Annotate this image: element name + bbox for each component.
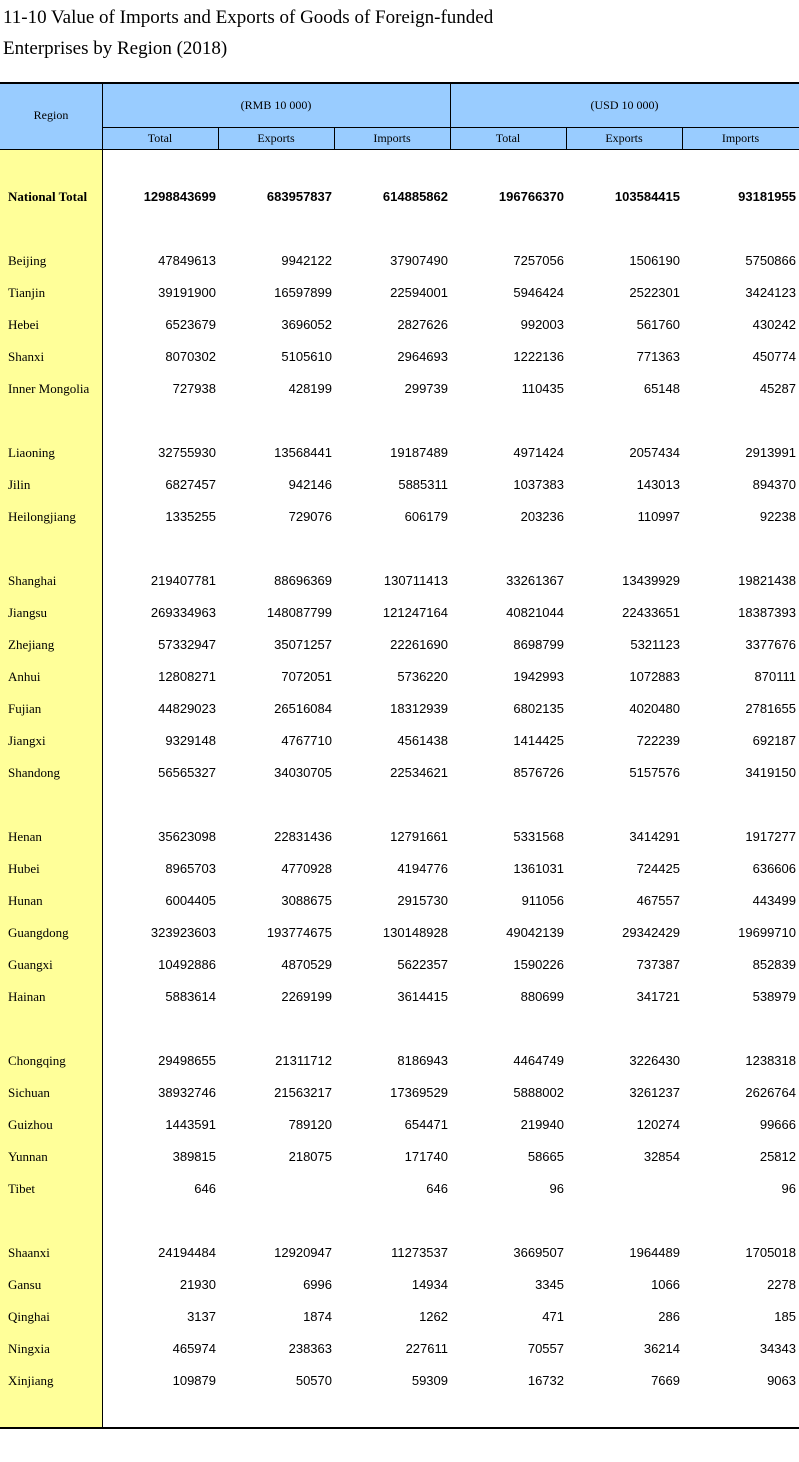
rmb-total: 1298843699	[143, 189, 216, 204]
table-row	[0, 636, 799, 654]
top-rule	[0, 82, 799, 84]
table-row	[0, 1372, 799, 1390]
usd-total: 1590226	[513, 957, 564, 972]
usd-total: 1361031	[513, 861, 564, 876]
usd-total: 3669507	[513, 1245, 564, 1260]
table-row	[0, 284, 799, 302]
usd-total: 4464749	[513, 1053, 564, 1068]
rmb-imports: 17369529	[390, 1085, 448, 1100]
rmb-exports: 4767710	[281, 733, 332, 748]
usd-exports: 286	[658, 1309, 680, 1324]
table-row	[0, 1116, 799, 1134]
rmb-total: 8070302	[165, 349, 216, 364]
rmb-total: 9329148	[165, 733, 216, 748]
header-usd-exports: Exports	[605, 131, 643, 145]
rmb-total: 646	[194, 1181, 216, 1196]
rmb-imports: 22261690	[390, 637, 448, 652]
rmb-exports: 50570	[295, 1373, 332, 1388]
header-rmb-total: Total	[147, 131, 173, 145]
rmb-total: 8965703	[165, 861, 216, 876]
row-region: National Total	[8, 189, 88, 204]
row-region: Jiangsu	[8, 605, 47, 620]
header-group-usd: (USD 10 000)	[590, 98, 659, 112]
table-row	[0, 572, 799, 590]
row-region: Yunnan	[8, 1149, 48, 1164]
table-row	[0, 828, 799, 846]
row-region: Gansu	[8, 1277, 42, 1292]
usd-imports: 2913991	[745, 445, 796, 460]
rmb-exports: 22831436	[274, 829, 332, 844]
rmb-exports: 16597899	[274, 285, 332, 300]
rmb-total: 10492886	[158, 957, 216, 972]
rmb-total: 29498655	[158, 1053, 216, 1068]
header-region: Region	[33, 108, 69, 122]
table-row	[0, 988, 799, 1006]
rmb-exports: 193774675	[266, 925, 332, 940]
rmb-imports: 227611	[405, 1341, 448, 1356]
rmb-exports: 6996	[303, 1277, 332, 1292]
usd-exports: 2522301	[629, 285, 680, 300]
usd-imports: 894370	[752, 477, 796, 492]
row-region: Guangxi	[8, 957, 53, 972]
table-row	[0, 764, 799, 782]
usd-total: 1222136	[513, 349, 564, 364]
table-row	[0, 924, 799, 942]
usd-exports: 13439929	[622, 573, 680, 588]
table-row	[0, 380, 799, 398]
usd-exports: 5157576	[629, 765, 680, 780]
table-row	[0, 316, 799, 334]
rmb-total: 56565327	[158, 765, 216, 780]
usd-total: 8576726	[513, 765, 564, 780]
usd-imports: 92238	[759, 509, 796, 524]
usd-imports: 185	[774, 1309, 796, 1324]
rmb-imports: 14934	[411, 1277, 448, 1292]
region-column-band	[0, 149, 103, 1427]
row-region: Xinjiang	[8, 1373, 54, 1388]
usd-imports: 443499	[752, 893, 796, 908]
rmb-exports: 4770928	[281, 861, 332, 876]
usd-exports: 771363	[636, 349, 680, 364]
row-region: Heilongjiang	[8, 509, 76, 524]
rmb-imports: 22594001	[390, 285, 448, 300]
rmb-exports: 942146	[288, 477, 332, 492]
rmb-exports: 683957837	[266, 189, 332, 204]
usd-imports: 870111	[754, 669, 796, 684]
rmb-total: 47849613	[158, 253, 216, 268]
rmb-exports: 789120	[288, 1117, 332, 1132]
title-line-1: 11-10 Value of Imports and Exports of Goods of Foreign-funded	[3, 7, 494, 28]
usd-total: 911056	[521, 893, 564, 908]
rmb-imports: 5885311	[398, 477, 448, 492]
rmb-total: 1443591	[165, 1117, 216, 1132]
row-region: Ningxia	[8, 1341, 50, 1356]
table-row	[0, 252, 799, 270]
rmb-total: 32755930	[158, 445, 216, 460]
usd-imports: 93181955	[738, 189, 796, 204]
usd-exports: 103584415	[614, 189, 680, 204]
rmb-imports: 4194776	[397, 861, 448, 876]
row-region: Shanghai	[8, 573, 57, 588]
rmb-exports: 1874	[303, 1309, 332, 1324]
rmb-imports: 37907490	[390, 253, 448, 268]
rmb-exports: 238363	[288, 1341, 332, 1356]
usd-exports: 120274	[636, 1117, 680, 1132]
usd-imports: 852839	[752, 957, 796, 972]
table-row	[0, 348, 799, 366]
rmb-exports: 21563217	[274, 1085, 332, 1100]
rmb-exports: 148087799	[266, 605, 332, 620]
table-row	[0, 700, 799, 718]
usd-imports: 19821438	[738, 573, 796, 588]
usd-exports: 3414291	[629, 829, 680, 844]
rmb-total: 12808271	[158, 669, 216, 684]
usd-total: 219940	[520, 1117, 564, 1132]
usd-exports: 737387	[636, 957, 680, 972]
rmb-imports: 130148928	[382, 925, 448, 940]
title-line-2: Enterprises by Region (2018)	[3, 38, 228, 59]
table-row	[0, 1276, 799, 1294]
row-region: Inner Mongolia	[8, 381, 90, 396]
table-row	[0, 668, 799, 686]
usd-imports: 1238318	[745, 1053, 796, 1068]
usd-imports: 538979	[752, 989, 796, 1004]
usd-imports: 18387393	[738, 605, 796, 620]
usd-total: 880699	[520, 989, 564, 1004]
usd-imports: 5750866	[745, 253, 796, 268]
usd-imports: 1705018	[745, 1245, 796, 1260]
row-region: Beijing	[8, 253, 47, 268]
usd-exports: 4020480	[629, 701, 680, 716]
usd-exports: 1964489	[629, 1245, 680, 1260]
usd-exports: 341721	[636, 989, 680, 1004]
rmb-total: 38932746	[158, 1085, 216, 1100]
rmb-exports: 26516084	[274, 701, 332, 716]
usd-total: 110435	[521, 381, 564, 396]
rmb-imports: 5736220	[397, 669, 448, 684]
rmb-total: 6827457	[165, 477, 216, 492]
rmb-total: 219407781	[150, 573, 216, 588]
rmb-exports: 2269199	[281, 989, 332, 1004]
rmb-imports: 12791661	[390, 829, 448, 844]
rmb-imports: 121247164	[382, 605, 448, 620]
rmb-total: 465974	[172, 1341, 216, 1356]
rmb-imports: 654471	[404, 1117, 448, 1132]
rmb-exports: 9942122	[281, 253, 332, 268]
usd-total: 40821044	[506, 605, 564, 620]
header-rmb-imports: Imports	[373, 131, 411, 145]
row-region: Jilin	[8, 477, 31, 492]
usd-total: 7257056	[513, 253, 564, 268]
row-region: Guangdong	[8, 925, 69, 940]
table-title	[3, 2, 793, 64]
usd-total: 33261367	[506, 573, 564, 588]
rmb-imports: 4561438	[397, 733, 448, 748]
usd-exports: 32854	[643, 1149, 680, 1164]
header-rmb-exports: Exports	[257, 131, 295, 145]
row-region: Henan	[8, 829, 42, 844]
usd-imports: 636606	[752, 861, 796, 876]
usd-exports: 143013	[636, 477, 680, 492]
usd-exports: 722239	[636, 733, 680, 748]
table-row	[0, 508, 799, 526]
rmb-imports: 5622357	[397, 957, 448, 972]
rmb-exports: 729076	[288, 509, 332, 524]
usd-imports: 99666	[759, 1117, 796, 1132]
usd-total: 5888002	[513, 1085, 564, 1100]
usd-imports: 96	[781, 1181, 796, 1196]
table-row	[0, 1180, 799, 1198]
usd-exports: 2057434	[629, 445, 680, 460]
usd-total: 8698799	[513, 637, 564, 652]
usd-exports: 36214	[643, 1341, 680, 1356]
row-region: Tibet	[8, 1181, 35, 1196]
table-row	[0, 1052, 799, 1070]
usd-exports: 110997	[637, 509, 680, 524]
table-row	[0, 860, 799, 878]
usd-total: 471	[542, 1309, 564, 1324]
usd-total: 70557	[527, 1341, 564, 1356]
header-usd-imports: Imports	[721, 131, 760, 145]
table-row	[0, 1148, 799, 1166]
usd-exports: 724425	[636, 861, 680, 876]
rmb-exports: 4870529	[281, 957, 332, 972]
table-row	[0, 1084, 799, 1102]
rmb-imports: 2827626	[397, 317, 448, 332]
table-row	[0, 1340, 799, 1358]
row-region: Chongqing	[8, 1053, 66, 1068]
usd-exports: 29342429	[622, 925, 680, 940]
usd-total: 58665	[527, 1149, 564, 1164]
usd-total: 16732	[527, 1373, 564, 1388]
rmb-total: 57332947	[158, 637, 216, 652]
usd-imports: 2781655	[745, 701, 796, 716]
table-row	[0, 1308, 799, 1326]
usd-exports: 3226430	[629, 1053, 680, 1068]
rmb-total: 6523679	[165, 317, 216, 332]
row-region: Fujian	[8, 701, 42, 716]
usd-exports: 22433651	[622, 605, 680, 620]
row-region: Anhui	[8, 669, 41, 684]
usd-imports: 25812	[759, 1149, 796, 1164]
usd-imports: 450774	[752, 349, 796, 364]
rmb-exports: 12920947	[274, 1245, 332, 1260]
rmb-imports: 614885862	[382, 189, 448, 204]
rmb-exports: 34030705	[274, 765, 332, 780]
rmb-imports: 22534621	[390, 765, 448, 780]
usd-imports: 45287	[759, 381, 796, 396]
row-region: Qinghai	[8, 1309, 50, 1324]
usd-exports: 467557	[636, 893, 680, 908]
usd-total: 196766370	[498, 189, 564, 204]
rmb-imports: 18312939	[390, 701, 448, 716]
bottom-rule	[0, 1427, 799, 1429]
row-region: Hebei	[8, 317, 40, 332]
rmb-total: 39191900	[158, 285, 216, 300]
rmb-exports: 88696369	[274, 573, 332, 588]
rmb-exports: 35071257	[274, 637, 332, 652]
rmb-total: 21930	[179, 1277, 216, 1292]
rmb-imports: 130711413	[383, 573, 448, 588]
usd-exports: 7669	[651, 1373, 680, 1388]
row-region: Guizhou	[8, 1117, 53, 1132]
rmb-imports: 11273537	[391, 1245, 448, 1260]
usd-total: 1942993	[513, 669, 564, 684]
usd-total: 992003	[520, 317, 564, 332]
header-usd-total: Total	[495, 131, 521, 145]
usd-imports: 3419150	[745, 765, 796, 780]
usd-imports: 430242	[752, 317, 796, 332]
rmb-exports: 7072051	[281, 669, 332, 684]
row-region: Hunan	[8, 893, 43, 908]
rmb-total: 727938	[172, 381, 216, 396]
rmb-exports: 5105610	[281, 349, 332, 364]
rmb-imports: 3614415	[397, 989, 448, 1004]
usd-total: 4971424	[513, 445, 564, 460]
row-region: Hubei	[8, 861, 40, 876]
rmb-total: 389815	[172, 1149, 216, 1164]
usd-imports: 34343	[759, 1341, 796, 1356]
usd-imports: 3377676	[745, 637, 796, 652]
usd-total: 203236	[520, 509, 564, 524]
rmb-total: 5883614	[165, 989, 216, 1004]
usd-total: 1414425	[513, 733, 564, 748]
row-region: Shaanxi	[8, 1245, 50, 1260]
row-region: Shanxi	[8, 349, 45, 364]
table-row	[0, 444, 799, 462]
usd-imports: 692187	[752, 733, 796, 748]
rmb-exports: 3696052	[281, 317, 332, 332]
usd-exports: 1066	[651, 1277, 680, 1292]
usd-total: 1037383	[513, 477, 564, 492]
rmb-total: 1335255	[165, 509, 216, 524]
rmb-imports: 606179	[404, 509, 448, 524]
rmb-exports: 218075	[288, 1149, 332, 1164]
usd-total: 6802135	[513, 701, 564, 716]
usd-imports: 2278	[767, 1277, 796, 1292]
header-bottom-rule	[0, 149, 799, 150]
usd-exports: 3261237	[629, 1085, 680, 1100]
rmb-imports: 59309	[411, 1373, 448, 1388]
usd-total: 49042139	[506, 925, 564, 940]
usd-total: 5946424	[513, 285, 564, 300]
usd-exports: 1506190	[629, 253, 680, 268]
rmb-imports: 1262	[419, 1309, 448, 1324]
usd-exports: 1072883	[629, 669, 680, 684]
table-row	[0, 1244, 799, 1262]
usd-imports: 9063	[767, 1373, 796, 1388]
rmb-exports: 21311712	[275, 1053, 332, 1068]
row-region: Liaoning	[8, 445, 55, 460]
rmb-total: 323923603	[150, 925, 216, 940]
rmb-imports: 2964693	[397, 349, 448, 364]
usd-total: 3345	[535, 1277, 564, 1292]
rmb-total: 35623098	[158, 829, 216, 844]
row-region: Shandong	[8, 765, 60, 780]
usd-exports: 5321123	[630, 637, 680, 652]
usd-imports: 19699710	[738, 925, 796, 940]
rmb-imports: 19187489	[390, 445, 448, 460]
rmb-exports: 3088675	[281, 893, 332, 908]
rmb-total: 109879	[172, 1373, 216, 1388]
table-row	[0, 188, 799, 206]
rmb-exports: 428199	[288, 381, 332, 396]
rmb-imports: 299739	[404, 381, 448, 396]
rmb-total: 6004405	[165, 893, 216, 908]
usd-imports: 1917277	[745, 829, 796, 844]
usd-total: 5331568	[513, 829, 564, 844]
rmb-total: 3137	[187, 1309, 216, 1324]
usd-imports: 2626764	[745, 1085, 796, 1100]
table-row	[0, 732, 799, 750]
usd-exports: 65148	[643, 381, 680, 396]
table-row	[0, 604, 799, 622]
rmb-imports: 2915730	[397, 893, 448, 908]
rmb-imports: 171740	[404, 1149, 448, 1164]
row-region: Hainan	[8, 989, 46, 1004]
rmb-exports: 13568441	[274, 445, 332, 460]
row-region: Zhejiang	[8, 637, 55, 652]
table-row	[0, 476, 799, 494]
rmb-total: 44829023	[158, 701, 216, 716]
rmb-imports: 8186943	[397, 1053, 448, 1068]
row-region: Jiangxi	[8, 733, 46, 748]
usd-imports: 3424123	[745, 285, 796, 300]
rmb-total: 24194484	[158, 1245, 216, 1260]
table-row	[0, 892, 799, 910]
table-row	[0, 956, 799, 974]
header-group-rmb: (RMB 10 000)	[240, 98, 312, 112]
row-region: Tianjin	[8, 285, 46, 300]
row-region: Sichuan	[8, 1085, 50, 1100]
rmb-total: 269334963	[150, 605, 216, 620]
usd-exports: 561760	[636, 317, 680, 332]
usd-total: 96	[549, 1181, 564, 1196]
rmb-imports: 646	[426, 1181, 448, 1196]
